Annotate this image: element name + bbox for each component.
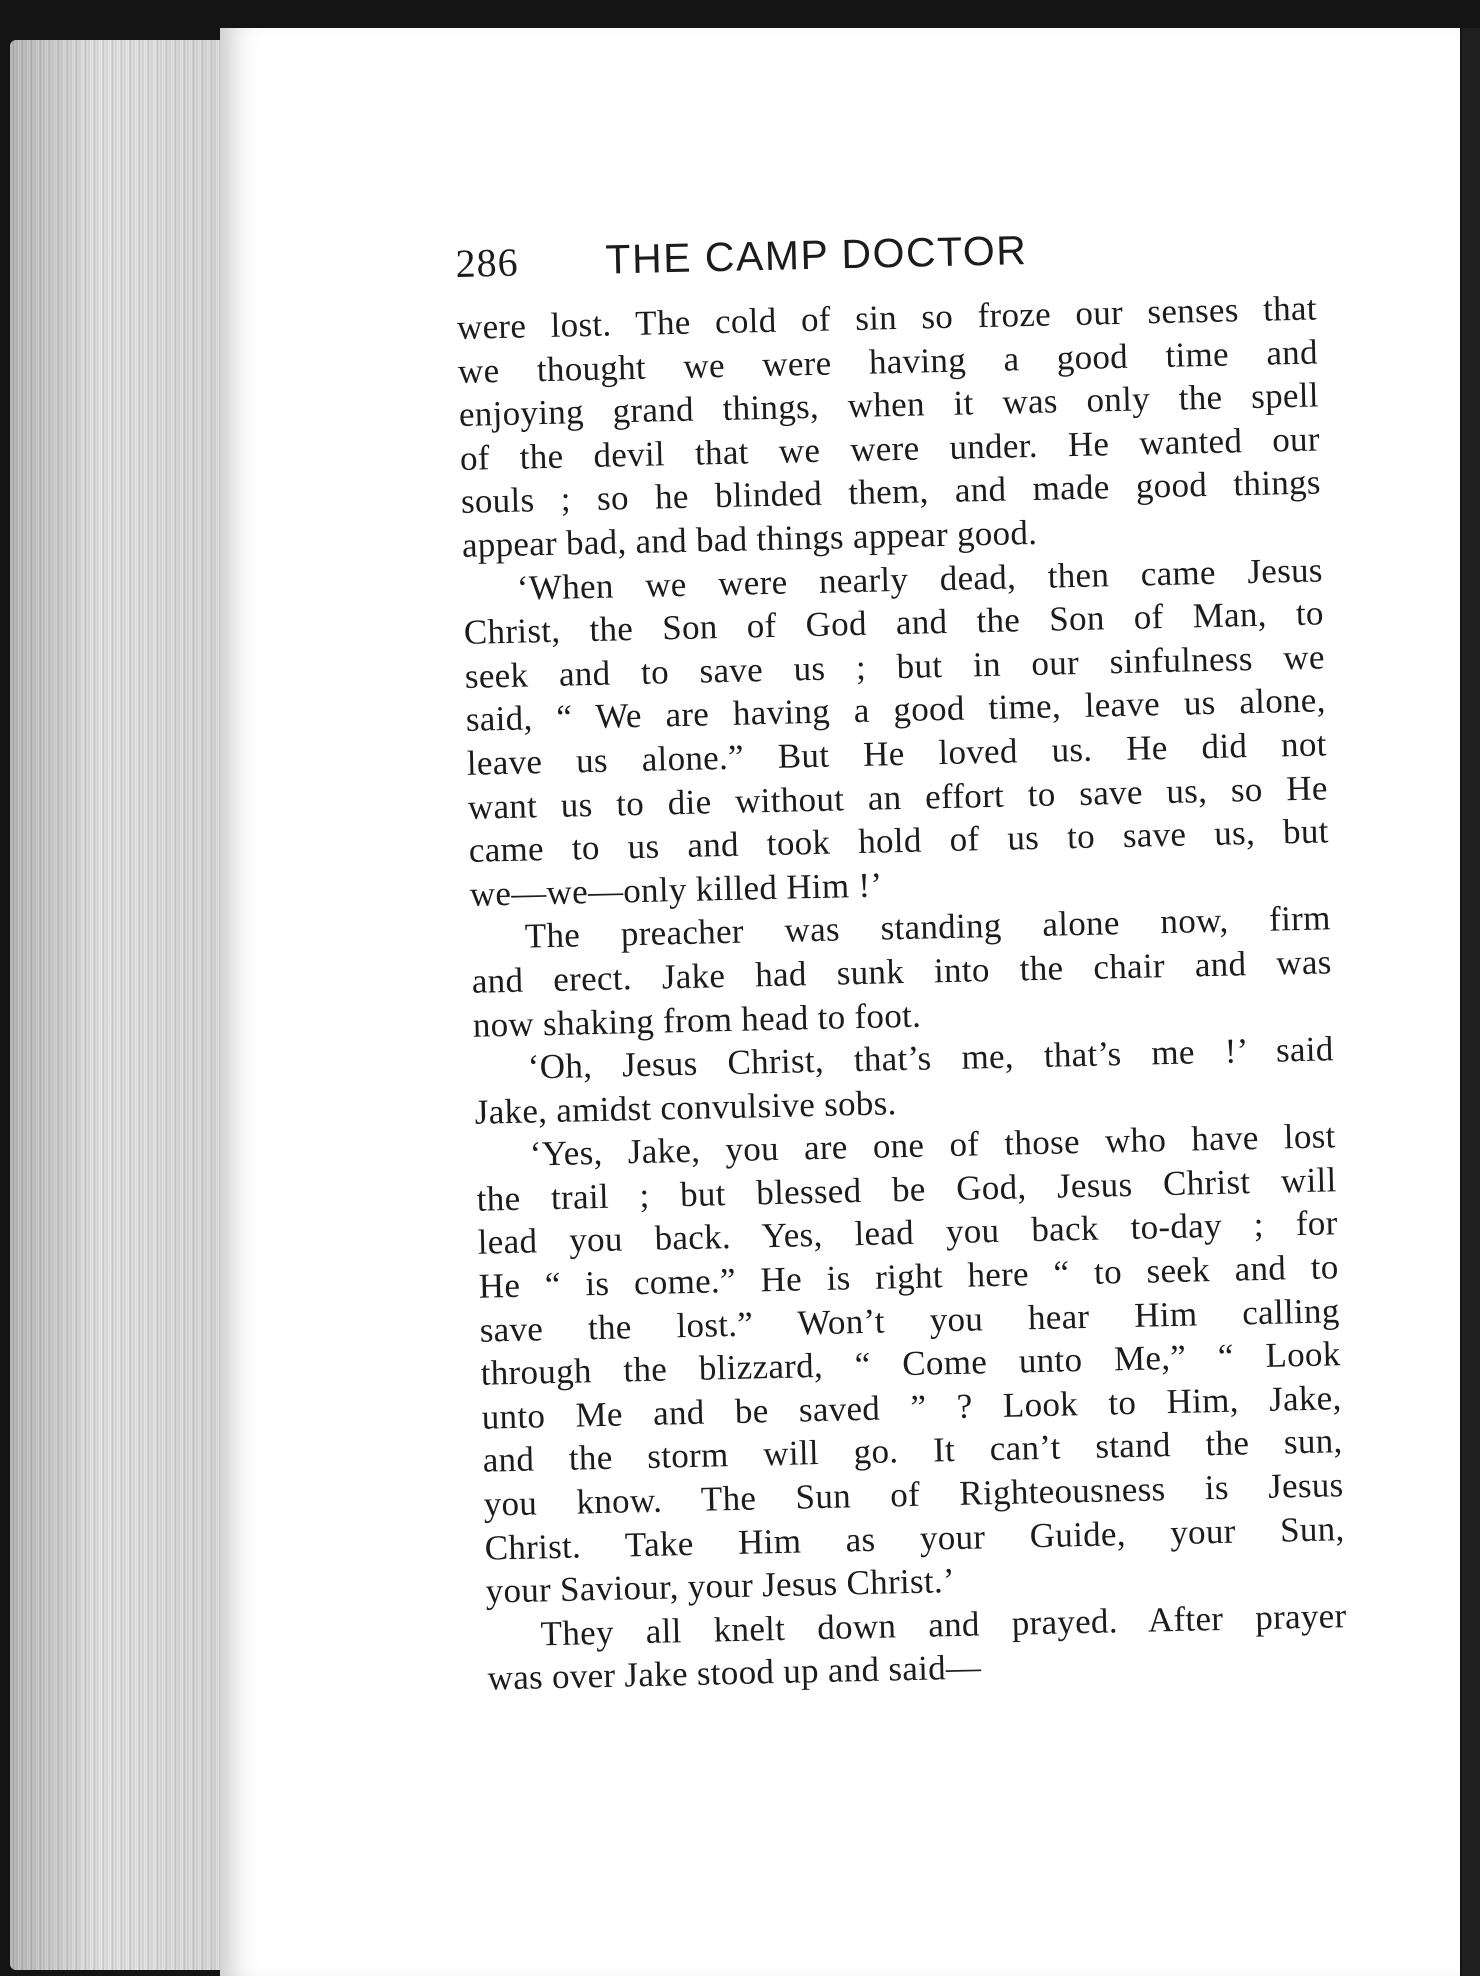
page-text-block (455, 220, 1348, 1700)
text-line: lead you back. Yes, lead you back to-day ; for (477, 1203, 1338, 1263)
text-line: Jake, amidst convulsive sobs. (474, 1082, 897, 1132)
text-line: we—we—only killed Him !’ (469, 865, 883, 914)
text-line: and the storm will go. It can’t stand the sun, (482, 1421, 1343, 1481)
text-line: seek and to save us ; but in our sinfulness we (464, 637, 1326, 696)
text-line: The preacher was standing alone now, firm (524, 898, 1332, 956)
text-line: was over Jake stood up and said— (487, 1647, 982, 1699)
text-line: He “ is come.” He is right here “ to seek and to (478, 1247, 1339, 1306)
text-line: ‘Oh, Jesus Christ, that’s me, that’s me !’ said (527, 1029, 1335, 1087)
text-line: leave us alone.” But He loved us. He did not (466, 724, 1328, 783)
book-page-edges (10, 40, 240, 1970)
text-line: Christ. Take Him as your Guide, your Sun, (484, 1508, 1345, 1568)
text-line: unto Me and be saved ” ? Look to Him, Jake, (481, 1378, 1342, 1437)
body-text (456, 286, 1347, 1700)
text-line: Christ, the Son of God and the Son of Man, to (463, 593, 1325, 653)
text-line: of the devil that we were under. He wanted our (459, 419, 1321, 478)
binding-edge (1462, 28, 1480, 1976)
text-line: souls ; so he blinded them, and made good things (460, 462, 1322, 522)
text-line: we thought we were having a good time and (457, 332, 1319, 391)
text-line: said, “ We are having a good time, leave us alone, (465, 680, 1327, 740)
text-line: your Saviour, your Jesus Christ.’ (485, 1561, 956, 1611)
text-line: want us to die without an effort to save us, so He (467, 767, 1329, 827)
text-line: were lost. The cold of sin so froze our senses that (456, 288, 1318, 347)
page-number: 286 (455, 239, 520, 286)
text-line: ‘Yes, Jake, you are one of those who have lost (529, 1116, 1336, 1174)
running-title: THE CAMP DOCTOR (604, 227, 1028, 283)
text-line: appear bad, and bad things appear good. (461, 512, 1038, 565)
text-line: through the blizzard, “ Come unto Me,” “ Look (480, 1334, 1341, 1393)
text-line: ‘When we were nearly dead, then came Jesus (516, 549, 1324, 608)
text-line: save the lost.” Won’t you hear Him calling (479, 1290, 1340, 1350)
text-line: They all knelt down and prayed. After prayer (540, 1595, 1347, 1654)
text-line: enjoying grand things, when it was only the spell (458, 375, 1320, 435)
text-line: came to us and took hold of us to save us, but (468, 811, 1330, 870)
text-line: and erect. Jake had sunk into the chair and was (471, 942, 1333, 1001)
text-line: you know. The Sun of Righteousness is Jesus (483, 1465, 1344, 1524)
text-line: now shaking from head to foot. (472, 995, 922, 1045)
text-line: the trail ; but blessed be God, Jesus Christ will (476, 1160, 1337, 1219)
